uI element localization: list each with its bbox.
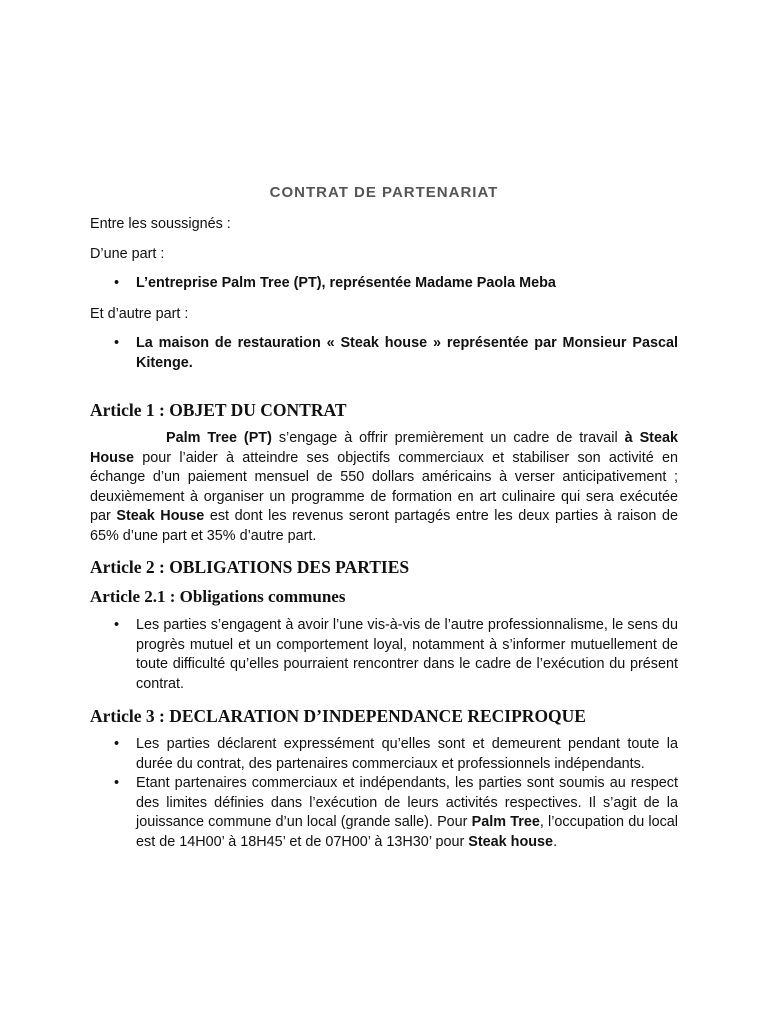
document-title: CONTRAT DE PARTENARIAT xyxy=(269,184,499,201)
article2-bullet-text: Les parties s’engagent à avoir l’une vis-à-vis de l’autre professionnalisme, le sens du progrès mutuel et un comportement loyal, notamment à s’informer mutuellement de toute difficulté qu’elles pourraient rencontrer dans le cadre de l’exécution du présent contrat. xyxy=(136,617,678,692)
bullet-icon: • xyxy=(114,275,120,291)
party1-text: L’entreprise Palm Tree (PT), représentée Madame Paola Meba xyxy=(136,275,556,291)
article3-steak-house: Steak house xyxy=(468,833,554,850)
party2-text: La maison de restauration « Steak house » représentée par Monsieur Pascal Kitenge. xyxy=(136,335,678,371)
article2-heading: Article 2 : OBLIGATIONS DES PARTIES xyxy=(90,557,410,577)
article2-1-heading: Article 2.1 : Obligations communes xyxy=(90,587,346,606)
article1-steak-house-2: Steak House xyxy=(116,508,205,524)
article1-text-3: est dont les revenus seront partagés entre les deux parties à raison de 65% d’une part et 35% d’autre part. xyxy=(90,508,678,544)
article3-bullet-2-text-2: , l’occupation du local est de 14H00’ à 18H45’ et de 07H00’ à 13H30’ pour xyxy=(136,814,678,850)
article3-palm-tree: Palm Tree xyxy=(471,814,540,830)
party1-list xyxy=(90,274,678,294)
article3-list xyxy=(90,735,678,852)
article3-bullet-2-text-1: Etant partenaires commerciaux et indépendants, les parties sont soumis au respect des limites définies dans l’exécution de leurs activités respectives. Il s’agit de la jouissance commune d’un local (grande salle). Pour xyxy=(136,775,678,830)
article2-bullet xyxy=(90,616,678,694)
bullet-icon: • xyxy=(114,775,120,791)
article3-bullet-1 xyxy=(90,735,678,774)
article2-list xyxy=(90,616,678,694)
article1-paragraph xyxy=(90,429,678,546)
bullet-icon: • xyxy=(114,335,120,351)
article3-bullet-2 xyxy=(90,774,678,852)
article1-text-1: s’engage à offrir premièrement un cadre de travail xyxy=(271,430,625,446)
bullet-icon: • xyxy=(114,736,120,752)
party2-list xyxy=(90,334,678,373)
article3-bullet-2-text-3: . xyxy=(553,833,558,850)
other-part-line: Et d’autre part : xyxy=(90,305,189,322)
party1-item xyxy=(90,274,678,294)
bullet-icon: • xyxy=(114,617,120,633)
article3-heading: Article 3 : DECLARATION D’INDEPENDANCE RECIPROQUE xyxy=(90,706,586,726)
article3-bullet-1-text: Les parties déclarent expressément qu’elles sont et demeurent pendant toute la durée du contrat, des partenaires commerciaux et professionnels indépendants. xyxy=(136,736,678,772)
article1-palm-tree: Palm Tree (PT) xyxy=(166,430,272,446)
article1-heading: Article 1 : OBJET DU CONTRAT xyxy=(90,400,347,420)
between-line: Entre les soussignés : xyxy=(90,216,231,232)
article1-text-2: pour l’aider à atteindre ses objectifs commerciaux et stabiliser son activité en échange d’un paiement mensuel de 550 dollars américains à verser anticipativement ; deuxièmement à organiser un programme de formation en art culinaire qui sera exécutée par xyxy=(90,449,678,524)
article1-steak-house-1: à Steak House xyxy=(90,430,678,466)
one-part-line: D’une part : xyxy=(90,245,165,262)
party2-item xyxy=(90,334,678,373)
